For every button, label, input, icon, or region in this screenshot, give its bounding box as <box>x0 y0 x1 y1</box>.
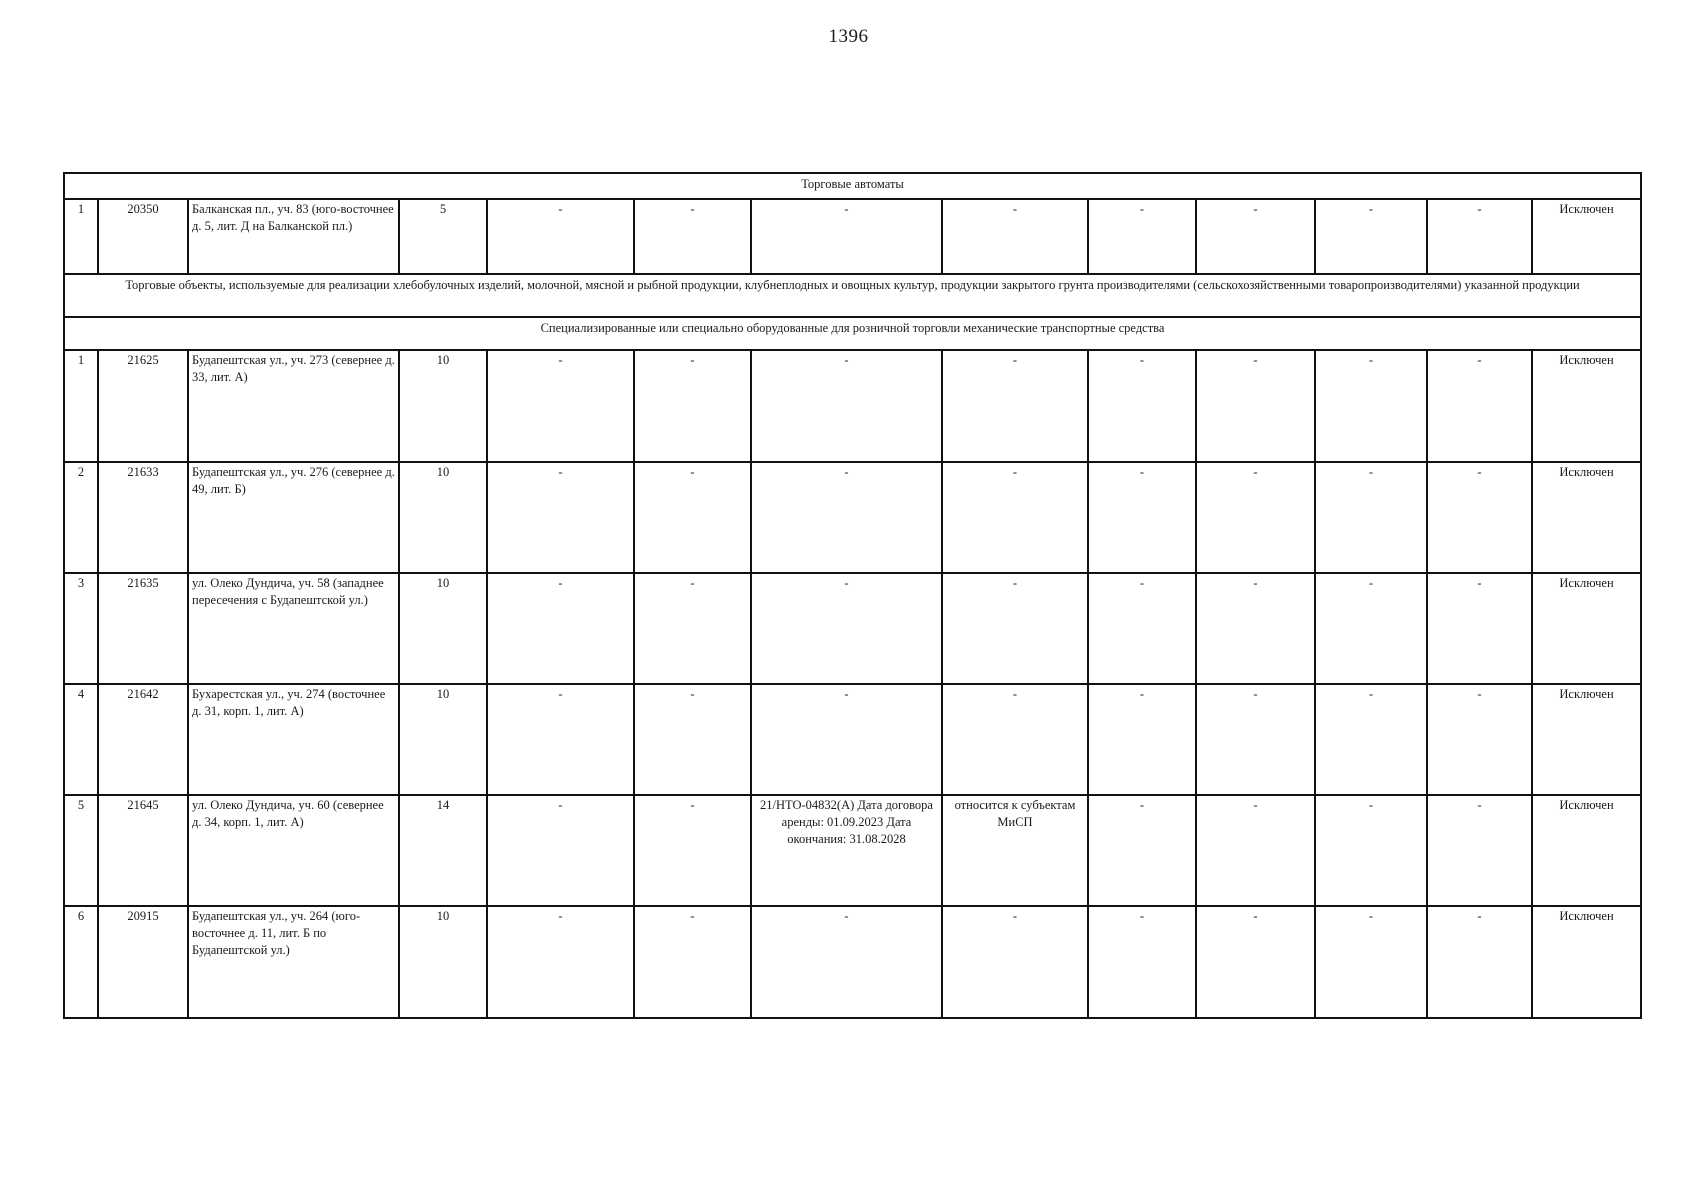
sme-status: - <box>942 684 1088 795</box>
table-row <box>64 350 1641 462</box>
cell-value: - <box>634 795 751 906</box>
object-area: 10 <box>399 350 487 462</box>
row-number: 2 <box>64 462 98 573</box>
sme-status: - <box>942 906 1088 1018</box>
cell-value: - <box>1088 906 1196 1018</box>
section-header-row <box>64 173 1641 199</box>
cell-value: - <box>1196 906 1315 1018</box>
object-address: Будапештская ул., уч. 273 (севернее д. 33, лит. А) <box>188 350 399 462</box>
row-number: 1 <box>64 350 98 462</box>
cell-value: - <box>634 350 751 462</box>
table-row <box>64 199 1641 274</box>
cell-value: - <box>634 462 751 573</box>
cell-value: - <box>1088 462 1196 573</box>
object-status: Исключен <box>1532 573 1641 684</box>
cell-value: - <box>1427 573 1532 684</box>
object-area: 14 <box>399 795 487 906</box>
cell-value: - <box>1088 350 1196 462</box>
section-title-vending: Торговые автоматы <box>64 173 1641 199</box>
contract-info: - <box>751 573 942 684</box>
object-area: 10 <box>399 573 487 684</box>
row-number: 6 <box>64 906 98 1018</box>
object-area: 10 <box>399 684 487 795</box>
cell-value: - <box>1088 573 1196 684</box>
object-address: ул. Олеко Дундича, уч. 58 (западнее пересечения с Будапештской ул.) <box>188 573 399 684</box>
object-id: 21635 <box>98 573 188 684</box>
object-address: Будапештская ул., уч. 264 (юго-восточнее д. 11, лит. Б по Будапештской ул.) <box>188 906 399 1018</box>
cell-value: - <box>1427 199 1532 274</box>
row-number: 1 <box>64 199 98 274</box>
object-address: ул. Олеко Дундича, уч. 60 (севернее д. 34, корп. 1, лит. А) <box>188 795 399 906</box>
cell-value: - <box>1315 350 1427 462</box>
cell-value: - <box>1427 795 1532 906</box>
cell-value: - <box>487 462 634 573</box>
contract-info: - <box>751 462 942 573</box>
cell-value: - <box>634 906 751 1018</box>
object-status: Исключен <box>1532 906 1641 1018</box>
object-id: 20350 <box>98 199 188 274</box>
table-row <box>64 462 1641 573</box>
cell-value: - <box>1196 462 1315 573</box>
object-address: Бухарестская ул., уч. 274 (восточнее д. 31, корп. 1, лит. А) <box>188 684 399 795</box>
cell-value: - <box>634 684 751 795</box>
cell-value: - <box>1427 350 1532 462</box>
sme-status: - <box>942 199 1088 274</box>
cell-value: - <box>1427 684 1532 795</box>
cell-value: - <box>487 906 634 1018</box>
object-area: 10 <box>399 906 487 1018</box>
cell-value: - <box>487 684 634 795</box>
section-header-row <box>64 317 1641 350</box>
object-status: Исключен <box>1532 462 1641 573</box>
object-status: Исключен <box>1532 350 1641 462</box>
contract-info: - <box>751 906 942 1018</box>
cell-value: - <box>1088 199 1196 274</box>
table-row <box>64 906 1641 1018</box>
sme-status: - <box>942 462 1088 573</box>
table-row <box>64 573 1641 684</box>
object-id: 21633 <box>98 462 188 573</box>
object-area: 10 <box>399 462 487 573</box>
object-address: Будапештская ул., уч. 276 (севернее д. 49, лит. Б) <box>188 462 399 573</box>
cell-value: - <box>1315 462 1427 573</box>
contract-info: - <box>751 350 942 462</box>
cell-value: - <box>487 573 634 684</box>
cell-value: - <box>1196 795 1315 906</box>
object-id: 21625 <box>98 350 188 462</box>
cell-value: - <box>487 199 634 274</box>
row-number: 5 <box>64 795 98 906</box>
cell-value: - <box>1315 906 1427 1018</box>
object-area: 5 <box>399 199 487 274</box>
cell-value: - <box>1196 684 1315 795</box>
cell-value: - <box>1315 684 1427 795</box>
cell-value: - <box>1088 795 1196 906</box>
cell-value: - <box>1315 199 1427 274</box>
object-address: Балканская пл., уч. 83 (юго-восточнее д. 5, лит. Д на Балканской пл.) <box>188 199 399 274</box>
section-header-row <box>64 274 1641 317</box>
sme-status: относится к субъектам МиСП <box>942 795 1088 906</box>
cell-value: - <box>634 199 751 274</box>
cell-value: - <box>1315 795 1427 906</box>
table-row <box>64 795 1641 906</box>
contract-info: 21/НТО-04832(А) Дата договора аренды: 01.09.2023 Дата окончания: 31.08.2028 <box>751 795 942 906</box>
cell-value: - <box>1427 462 1532 573</box>
sme-status: - <box>942 350 1088 462</box>
table-row <box>64 684 1641 795</box>
object-id: 20915 <box>98 906 188 1018</box>
cell-value: - <box>1196 573 1315 684</box>
object-status: Исключен <box>1532 684 1641 795</box>
object-status: Исключен <box>1532 199 1641 274</box>
cell-value: - <box>1315 573 1427 684</box>
contract-info: - <box>751 684 942 795</box>
cell-value: - <box>487 795 634 906</box>
page-number: 1396 <box>828 26 869 47</box>
row-number: 4 <box>64 684 98 795</box>
object-id: 21645 <box>98 795 188 906</box>
cell-value: - <box>1196 350 1315 462</box>
contract-info: - <box>751 199 942 274</box>
cell-value: - <box>634 573 751 684</box>
section-title-vehicles: Специализированные или специально оборудованные для розничной торговли механические транспортные средства <box>64 317 1641 350</box>
row-number: 3 <box>64 573 98 684</box>
cell-value: - <box>1088 684 1196 795</box>
section-title-food-producers: Торговые объекты, используемые для реализации хлебобулочных изделий, молочной, мясной и рыбной продукции, клубнеплодных и овощных культур, продукции закрытого грунта производителями (сельскохозяйственными товаропроизводителями) указанной продукции <box>64 274 1641 317</box>
cell-value: - <box>1196 199 1315 274</box>
cell-value: - <box>1427 906 1532 1018</box>
object-id: 21642 <box>98 684 188 795</box>
cell-value: - <box>487 350 634 462</box>
object-status: Исключен <box>1532 795 1641 906</box>
registry-table <box>63 172 1642 1019</box>
sme-status: - <box>942 573 1088 684</box>
